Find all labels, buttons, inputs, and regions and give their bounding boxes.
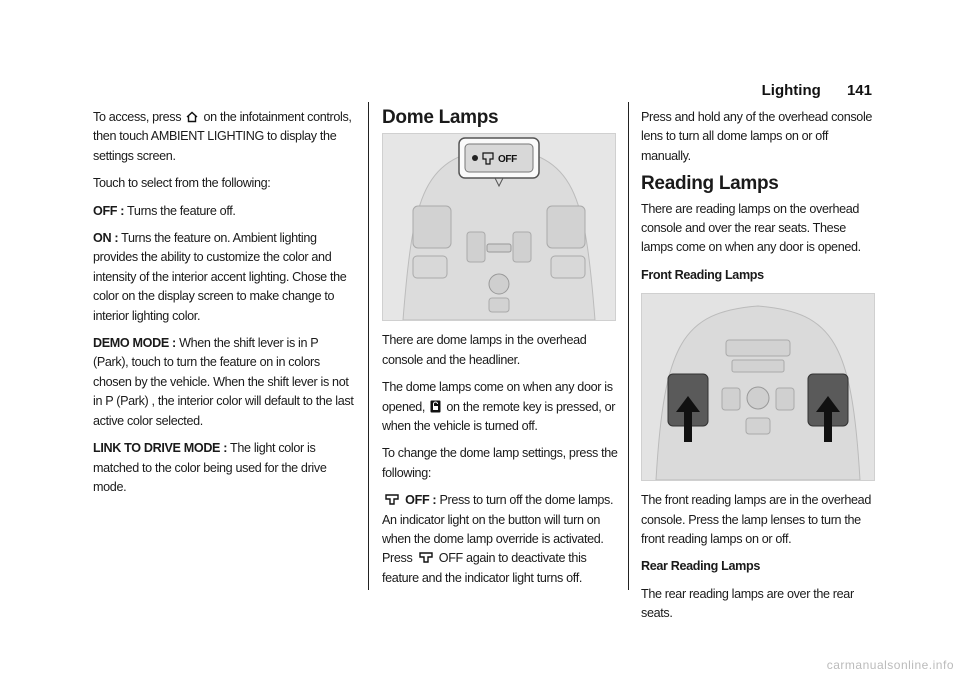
overhead-console-illustration (383, 134, 615, 320)
option-link-drive-mode: LINK TO DRIVE MODE : The light color is matched to the color being used for the drive mode. (93, 441, 327, 494)
column-ambient-lighting (93, 108, 355, 505)
dome-lamp-icon (384, 493, 400, 506)
front-reading-lamps-subheading: Front Reading Lamps (641, 267, 764, 282)
page-number: 141 (846, 82, 872, 99)
intro-paragraph: To access, press on the infotainment controls, then touch AMBIENT LIGHTING to display the settings screen. (93, 110, 352, 163)
reading-lamps-heading: Reading Lamps (641, 173, 779, 195)
rear-reading-lamps-paragraph: The rear reading lamps are over the rear seats. (641, 586, 854, 621)
select-instruction: Touch to select from the following: (93, 176, 271, 191)
column-dome-lamps (382, 108, 618, 596)
column-reading-lamps (641, 108, 877, 632)
page-header (762, 82, 872, 99)
watermark: carmanualsonline.info (826, 658, 954, 672)
dome-manual-paragraph: Press and hold any of the overhead console lens to turn all dome lamps on or off manually. (641, 110, 873, 163)
front-reading-lamps-paragraph: The front reading lamps are in the overhead console. Press the lamp lenses to turn the front reading lamps on or off. (641, 493, 871, 547)
column-divider-right (628, 102, 629, 590)
dome-lamp-icon (418, 551, 434, 564)
dome-off-description: OFF : Press to turn off the dome lamps. An indicator light on the button will turn on when the dome lamp override is activated. Press OFF again to deactivate this feature and the indicator light turns off. (382, 493, 614, 585)
dome-para-2: The dome lamps come on when any door is opened, on the remote key is pressed, or when the vehicle is turned off. (382, 380, 616, 434)
unlock-key-icon (430, 400, 441, 413)
dome-lamp-figure (382, 133, 616, 321)
front-reading-lamps-illustration (642, 294, 874, 480)
dome-para-1: There are dome lamps in the overhead console and the headliner. (382, 333, 587, 367)
rear-reading-lamps-subheading: Rear Reading Lamps (641, 559, 760, 574)
option-on: ON : Turns the feature on. Ambient lighting provides the ability to customize the color and intensity of the interior accent lighting. Chose the color on the display screen to make change to interior lighting color. (93, 231, 347, 323)
column-divider-left (368, 102, 369, 590)
option-off: OFF : Turns the feature off. (93, 203, 236, 218)
home-icon (186, 111, 198, 123)
section-title: Lighting (761, 82, 821, 99)
front-reading-lamps-figure (641, 293, 875, 481)
option-demo-mode: DEMO MODE : When the shift lever is in P (Park), touch to turn the feature on in colors chosen by the vehicle. When the shift lever is not in P (Park) , the interior color will default to the last active color selected. (93, 336, 354, 428)
dome-lamps-heading: Dome Lamps (382, 107, 499, 128)
dome-para-3: To change the dome lamp settings, press the following: (382, 446, 618, 480)
reading-lamps-intro: There are reading lamps on the overhead console and over the rear seats. These lamps come on when any door is opened. (641, 201, 861, 255)
off-button-label: OFF (498, 154, 517, 166)
